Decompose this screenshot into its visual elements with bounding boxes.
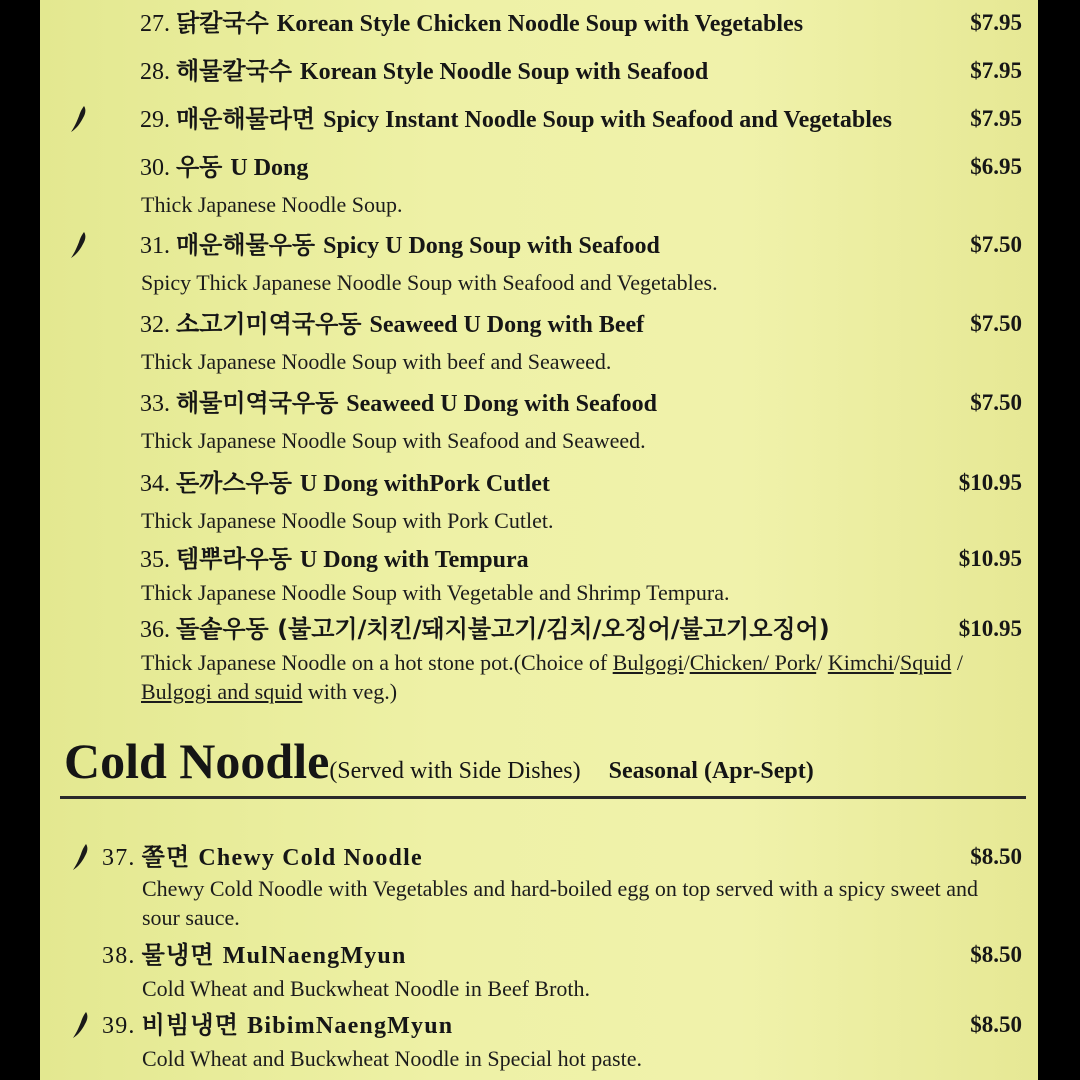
- item-description: Thick Japanese Noodle Soup with beef and Seaweed.: [141, 349, 612, 374]
- item-title: 38. 물냉면 MulNaengMyun: [102, 941, 407, 969]
- item-title: 34. 돈까스우동 U Dong withPork Cutlet: [140, 469, 550, 497]
- chili-pepper-icon: [68, 230, 90, 260]
- item-title: 29. 매운해물라면 Spicy Instant Noodle Soup with Seafood and Vegetables: [140, 105, 892, 133]
- item-description: Thick Japanese Noodle Soup with Pork Cutlet.: [141, 508, 554, 533]
- section-season: Seasonal (Apr-Sept): [608, 758, 814, 784]
- item-price: $10.95: [958, 470, 1022, 495]
- item-description: Spicy Thick Japanese Noodle Soup with Seafood and Vegetables.: [141, 270, 718, 295]
- item-title: 33. 해물미역국우동 Seaweed U Dong with Seafood: [140, 389, 657, 417]
- item-price: $7.50: [970, 232, 1022, 257]
- option-squid: Squid: [899, 650, 952, 675]
- option-chicken-pork: Chicken/ Pork: [689, 650, 817, 675]
- item-price: $7.95: [970, 58, 1022, 83]
- section-divider: [60, 796, 1026, 799]
- option-kimchi: Kimchi: [827, 650, 894, 675]
- chili-pepper-icon: [68, 104, 90, 134]
- item-price: $7.95: [970, 10, 1022, 35]
- section-title: Cold Noodle: [64, 733, 330, 789]
- item-price: $10.95: [958, 616, 1022, 641]
- chili-pepper-icon: [70, 1010, 92, 1040]
- option-bulgogi: Bulgogi: [612, 650, 684, 675]
- item-price: $8.50: [970, 844, 1022, 869]
- item-title: 36. 돌솥우동 (불고기/치킨/돼지불고기/김치/오징어/불고기오징어): [140, 615, 830, 643]
- item-price: $8.50: [970, 1012, 1022, 1037]
- section-subtitle: (Served with Side Dishes): [329, 758, 581, 784]
- item-price: $10.95: [958, 546, 1022, 571]
- item-description: Thick Japanese Noodle Soup.: [141, 192, 403, 217]
- item-description: Thick Japanese Noodle Soup with Seafood and Seaweed.: [141, 428, 646, 453]
- item-title: 32. 소고기미역국우동 Seaweed U Dong with Beef: [140, 310, 645, 338]
- chili-pepper-icon: [70, 842, 92, 872]
- section-heading: [64, 732, 814, 790]
- item-description: Thick Japanese Noodle Soup with Vegetable and Shrimp Tempura.: [141, 580, 730, 605]
- option-bulgogi-squid: Bulgogi and squid: [141, 679, 303, 704]
- item-description: Cold Wheat and Buckwheat Noodle in Beef Broth.: [142, 976, 591, 1001]
- item-price: $8.50: [970, 942, 1022, 967]
- item-title: 31. 매운해물우동 Spicy U Dong Soup with Seafood: [140, 231, 660, 259]
- item-title: 35. 템뿌라우동 U Dong with Tempura: [140, 545, 529, 573]
- item-title: 39. 비빔냉면 BibimNaengMyun: [102, 1011, 454, 1039]
- item-price: $7.95: [970, 106, 1022, 131]
- item-price: $7.50: [970, 311, 1022, 336]
- item-description: Cold Wheat and Buckwheat Noodle in Special hot paste.: [142, 1046, 642, 1071]
- item-price: $7.50: [970, 390, 1022, 415]
- item-price: $6.95: [970, 154, 1022, 179]
- item-description: Thick Japanese Noodle on a hot stone pot.(Choice of Bulgogi/Chicken/ Pork/ Kimchi/Squid / Bulgogi and squid with veg.): [141, 650, 963, 704]
- item-title: 27. 닭칼국수 Korean Style Chicken Noodle Soup with Vegetables: [140, 9, 804, 37]
- item-title: 37. 쫄면 Chewy Cold Noodle: [102, 843, 423, 871]
- item-description: Chewy Cold Noodle with Vegetables and hard-boiled egg on top served with a spicy sweet and sour sauce.: [142, 876, 979, 930]
- menu-page: [40, 0, 1038, 1080]
- item-title: 30. 우동 U Dong: [140, 153, 309, 181]
- item-title: 28. 해물칼국수 Korean Style Noodle Soup with Seafood: [140, 57, 709, 85]
